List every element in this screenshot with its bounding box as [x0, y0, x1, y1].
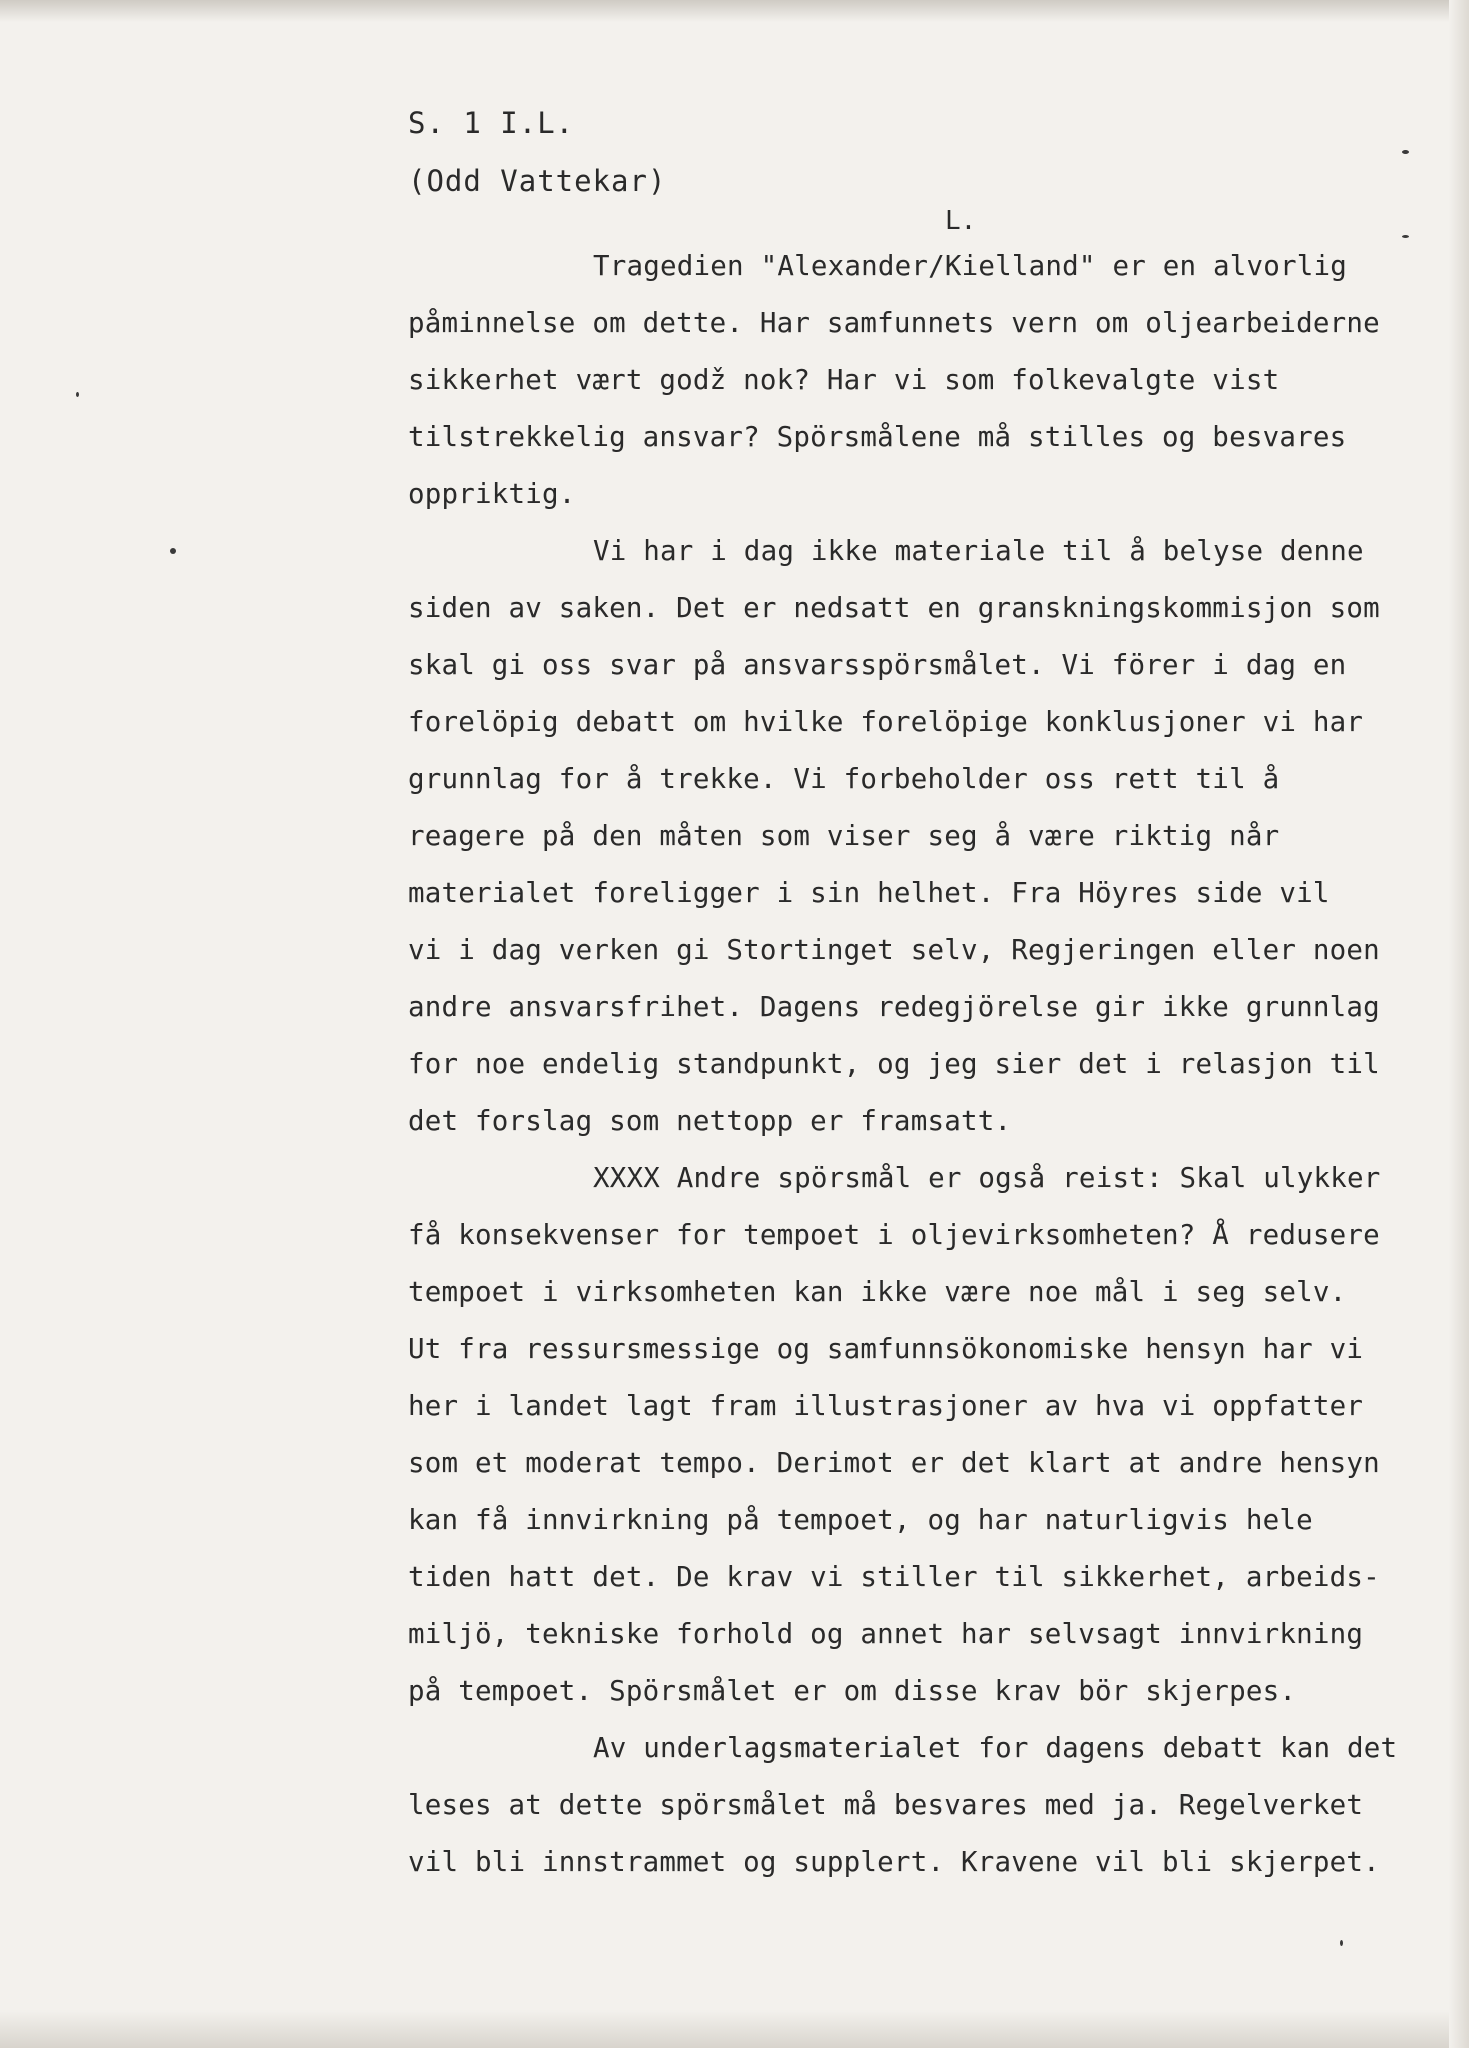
text-line: Av underlagsmaterialet for dagens debatt kan det: [593, 1732, 1398, 1764]
text-line: kan få innvirkning på tempoet, og har naturligvis hele: [408, 1504, 1313, 1536]
paragraph: [408, 1150, 1438, 1720]
text-line: her i landet lagt fram illustrasjoner av hva vi oppfatter: [408, 1390, 1364, 1422]
scan-speck: [170, 548, 176, 554]
scan-edge-top: [0, 0, 1469, 22]
text-line: på tempoet. Spörsmålet er om disse krav bör skjerpes.: [408, 1675, 1297, 1707]
text-line: sikkerhet vært godž nok? Har vi som folkevalgte vist: [408, 364, 1280, 396]
scan-edge-bottom: [0, 2010, 1469, 2048]
text-line: leses at dette spörsmålet må besvares med ja. Regelverket: [408, 1789, 1364, 1821]
scan-speck: [1402, 150, 1409, 154]
text-line: for noe endelig standpunkt, og jeg sier det i relasjon til: [408, 1048, 1380, 1080]
text-line: tiden hatt det. De krav vi stiller til sikkerhet, arbeids-: [408, 1561, 1380, 1593]
text-line: tempoet i virksomheten kan ikke være noe mål i seg selv.: [408, 1276, 1347, 1308]
text-line: miljö, tekniske forhold og annet har selvsagt innvirkning: [408, 1618, 1364, 1650]
text-line: materialet foreligger i sin helhet. Fra Höyres side vil: [408, 877, 1330, 909]
paragraph: [408, 523, 1438, 1150]
text-line: tilstrekkelig ansvar? Spörsmålene må stilles og besvares: [408, 421, 1347, 453]
text-line: siden av saken. Det er nedsatt en granskningskommisjon som: [408, 592, 1380, 624]
text-line: som et moderat tempo. Derimot er det klart at andre hensyn: [408, 1447, 1380, 1479]
text-line: vi i dag verken gi Stortinget selv, Regjeringen eller noen: [408, 934, 1380, 966]
text-line: skal gi oss svar på ansvarsspörsmålet. Vi förer i dag en: [408, 649, 1347, 681]
document-body: [408, 238, 1438, 1891]
text-line: vil bli innstrammet og supplert. Kravene vil bli skjerpet.: [408, 1846, 1380, 1878]
paragraph: [408, 238, 1438, 523]
text-line: andre ansvarsfrihet. Dagens redegjörelse gir ikke grunnlag: [408, 991, 1380, 1023]
text-line: grunnlag for å trekke. Vi forbeholder oss rett til å: [408, 763, 1280, 795]
text-line: Ut fra ressursmessige og samfunnsökonomiske hensyn har vi: [408, 1333, 1364, 1365]
document-reference: S. 1 I.L.: [408, 106, 575, 140]
text-line: det forslag som nettopp er framsatt.: [408, 1105, 1012, 1137]
scan-speck: [1340, 1940, 1343, 1946]
text-line: Vi har i dag ikke materiale til å belyse denne: [593, 535, 1364, 567]
margin-annotation: L.: [945, 206, 977, 236]
text-line: reagere på den måten som viser seg å være riktig når: [408, 820, 1280, 852]
scan-edge-right: [1449, 0, 1469, 2048]
speaker-name: (Odd Vattekar): [408, 164, 667, 198]
text-line: forelöpig debatt om hvilke forelöpige konklusjoner vi har: [408, 706, 1364, 738]
text-line: XXXX Andre spörsmål er også reist: Skal ulykker: [593, 1162, 1381, 1194]
text-line: oppriktig.: [408, 478, 576, 510]
paragraph: [408, 1720, 1438, 1891]
text-line: få konsekvenser for tempoet i oljevirksomheten? Å redusere: [408, 1219, 1380, 1251]
text-line: Tragedien "Alexander/Kielland" er en alvorlig: [593, 250, 1348, 282]
scan-speck: [76, 392, 79, 397]
text-line: påminnelse om dette. Har samfunnets vern om oljearbeiderne: [408, 307, 1380, 339]
